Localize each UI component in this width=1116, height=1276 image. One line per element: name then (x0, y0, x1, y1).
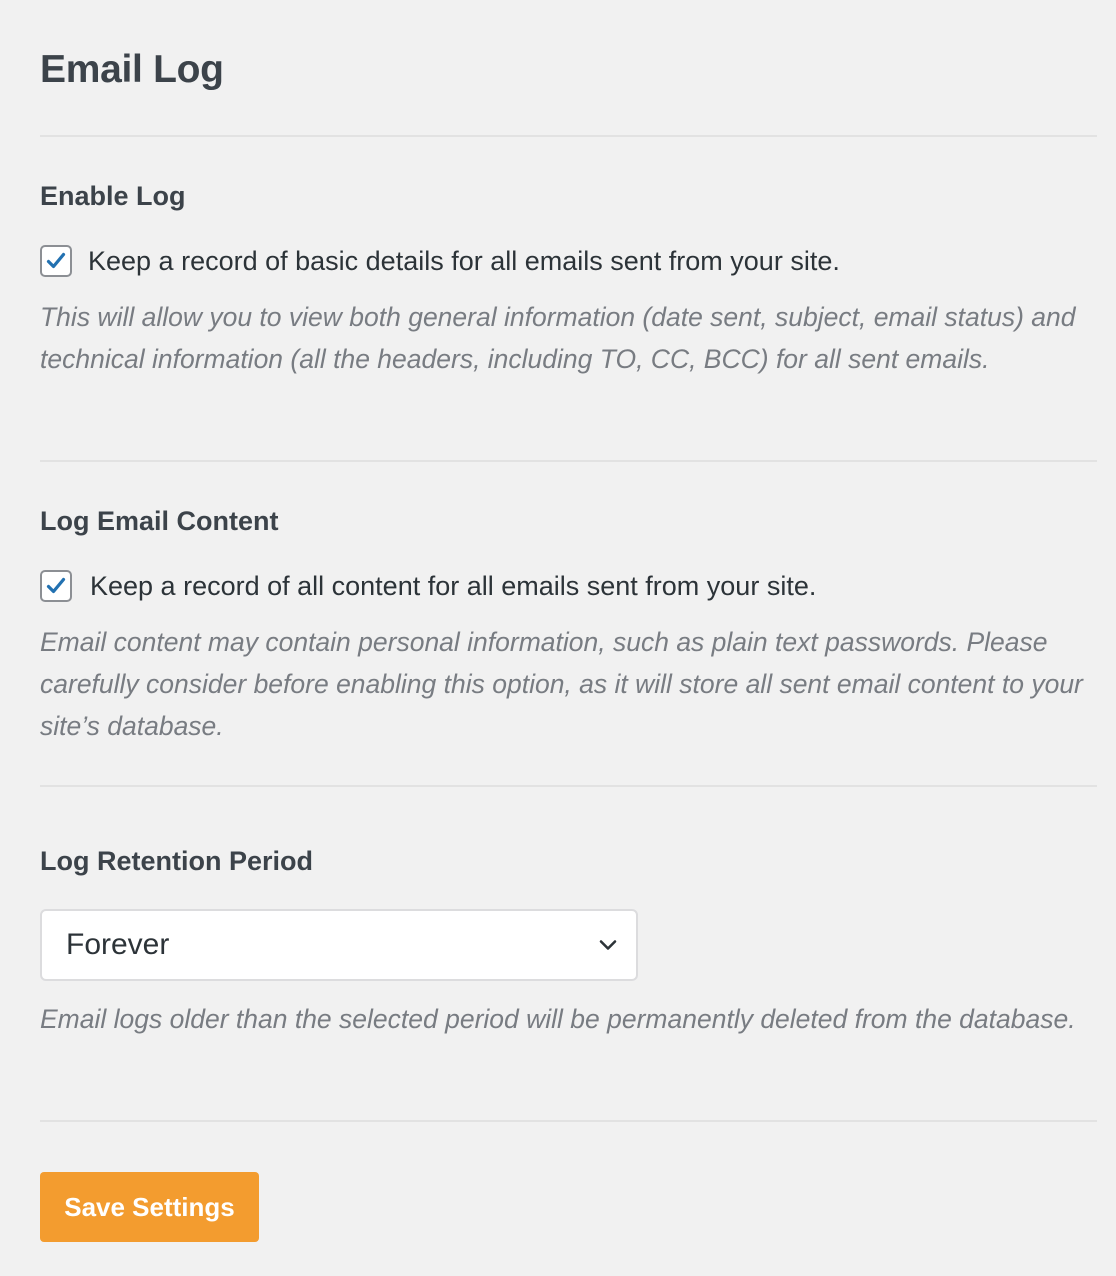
chevron-down-icon (596, 933, 620, 957)
enable-log-checkbox-row (40, 245, 840, 277)
save-settings-button[interactable]: Save Settings (40, 1172, 259, 1242)
divider (40, 135, 1097, 137)
page-title: Email Log (40, 48, 224, 91)
enable-log-checkbox[interactable] (40, 245, 72, 277)
enable-log-description: This will allow you to view both general information (date sent, subject, email status) and technical information (all the headers, including TO, CC, BCC) for all sent emails. (40, 302, 1076, 374)
select-value: Forever (66, 928, 170, 961)
enable-log-title: Enable Log (40, 181, 186, 211)
log-email-content-checkbox-label[interactable]: Keep a record of all content for all emails sent from your site. (90, 571, 817, 601)
log-email-content-description: Email content may contain personal information, such as plain text passwords. Please carefully consider before enabling this option, as it will store all sent email content to your site’s database. (40, 627, 1083, 741)
check-icon (44, 249, 68, 273)
divider (40, 1120, 1097, 1122)
log-email-content-title: Log Email Content (40, 506, 279, 536)
enable-log-checkbox-label[interactable]: Keep a record of basic details for all emails sent from your site. (88, 246, 840, 276)
divider (40, 785, 1097, 787)
log-retention-period-description: Email logs older than the selected period will be permanently deleted from the database. (40, 1004, 1076, 1034)
log-email-content-checkbox-row (40, 570, 816, 602)
email-log-settings-page (40, 0, 1097, 1276)
log-email-content-checkbox[interactable] (40, 570, 72, 602)
log-retention-period-title: Log Retention Period (40, 846, 313, 876)
divider (40, 460, 1097, 462)
log-retention-period-select[interactable] (40, 909, 638, 981)
check-icon (44, 574, 68, 598)
